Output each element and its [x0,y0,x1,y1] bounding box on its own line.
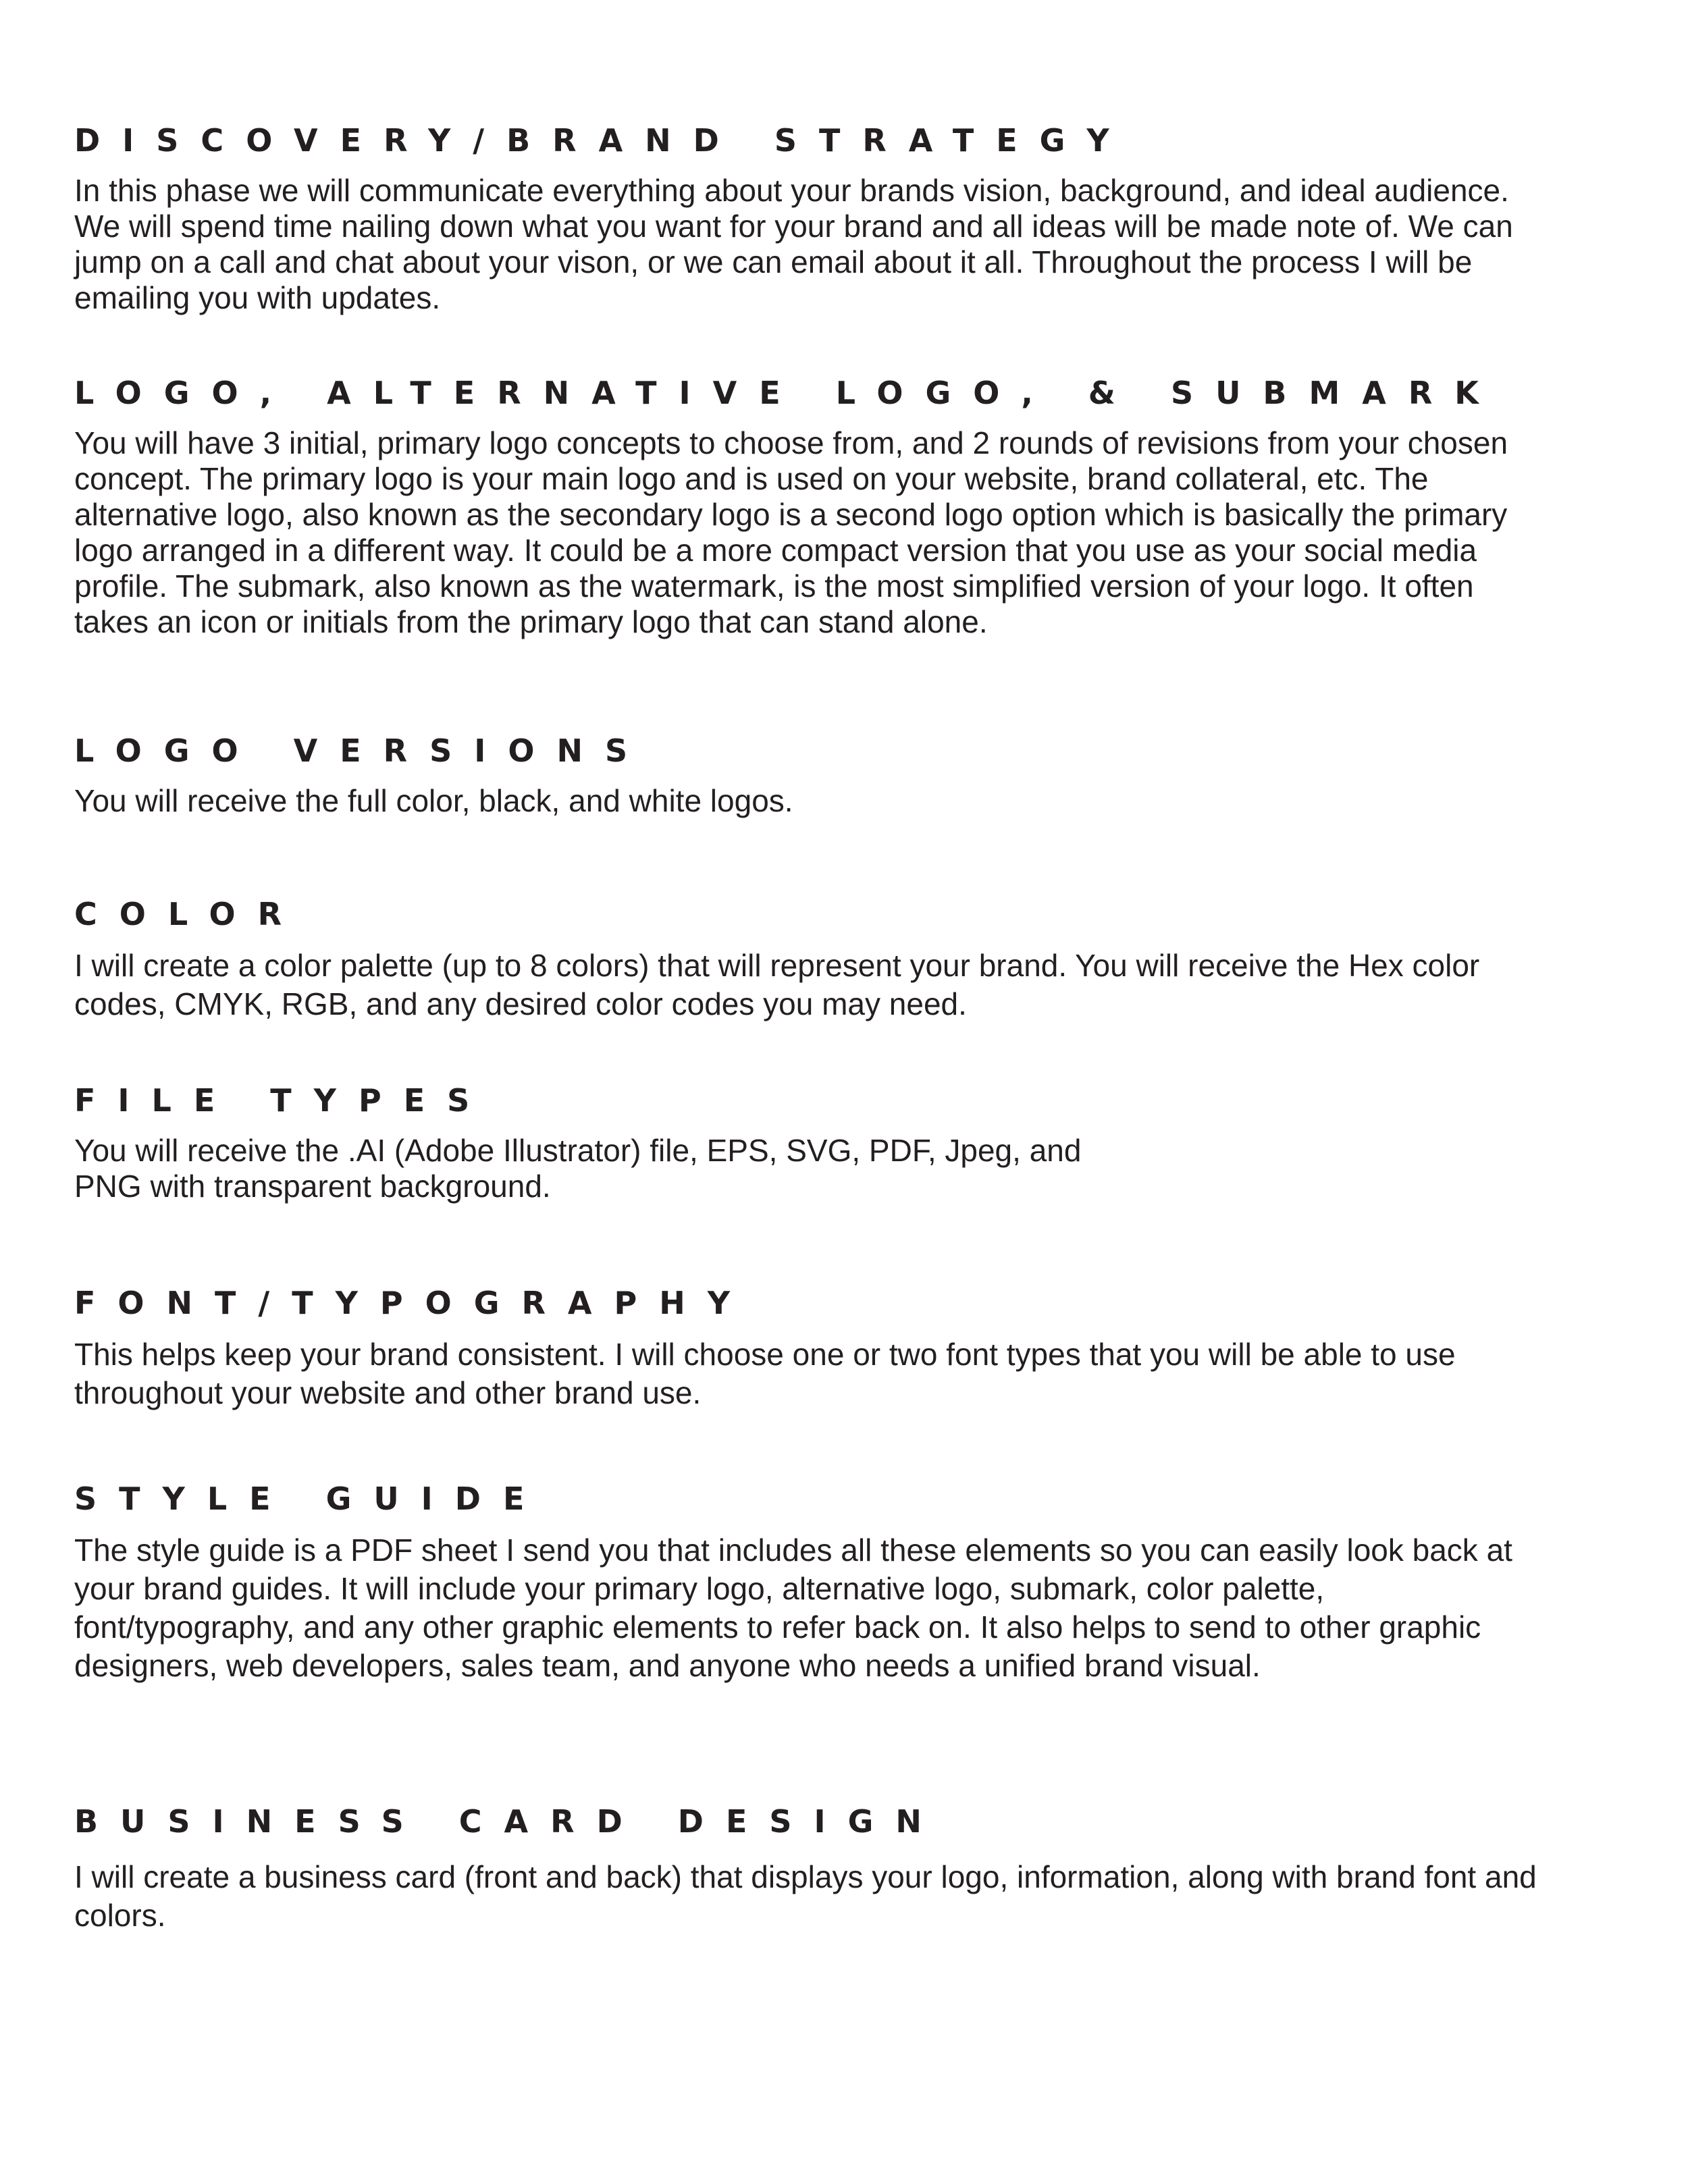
section-heading: LOGO, ALTERNATIVE LOGO, & SUBMARK [74,375,1501,411]
section-discovery [74,123,1546,316]
section-logo-versions [74,733,1546,819]
section-heading: FILE TYPES [74,1082,492,1119]
section-body: You will receive the full color, black, and white logos. [74,783,793,818]
section-heading: FONT/TYPOGRAPHY [74,1285,753,1321]
section-body: I will create a business card (front and back) that displays your logo, information, along with brand font and colors. [74,1859,1537,1933]
body-line: PNG with transparent background. [74,1169,551,1204]
section-body [74,1133,1546,1204]
section-style-guide [74,1481,1546,1685]
section-body: In this phase we will communicate everything about your brands vision, background, and ideal audience. We will spend time nailing down what you want for your brand and all ideas will be made note of. We can jump on a call and chat about your vison, or we can email about it all. Throughout the process I will be emailing you with updates. [74,173,1513,315]
section-color [74,897,1546,1023]
section-body: This helps keep your brand consistent. I will choose one or two font types that you will be able to use throughout your website and other brand use. [74,1337,1456,1410]
section-heading: LOGO VERSIONS [74,733,650,769]
section-heading: DISCOVERY/BRAND STRATEGY [74,122,1132,159]
section-file-types [74,1083,1546,1204]
section-heading: COLOR [74,896,305,932]
body-line: You will receive the .AI (Adobe Illustrator) file, EPS, SVG, PDF, Jpeg, and [74,1133,1082,1168]
section-heading: STYLE GUIDE [74,1481,547,1517]
section-business-card [74,1804,1546,1935]
section-font-typography [74,1285,1546,1412]
section-body: The style guide is a PDF sheet I send you that includes all these elements so you can easily look back at your brand guides. It will include your primary logo, alternative logo, submark, color palette, font/typography, and any other graphic elements to refer back on. It also helps to send to other graphic designers, web developers, sales team, and anyone who needs a unified brand visual. [74,1533,1512,1683]
section-heading: BUSINESS CARD DESIGN [74,1803,944,1840]
section-body: I will create a color palette (up to 8 colors) that will represent your brand. You will receive the Hex color codes, CMYK, RGB, and any desired color codes you may need. [74,948,1480,1021]
section-body: You will have 3 initial, primary logo concepts to choose from, and 2 rounds of revisions from your chosen concept. The primary logo is your main logo and is used on your website, brand collateral, etc. The alternative logo, also known as the secondary logo is a second logo option which is basically the primary logo arranged in a different way. It could be a more compact version that you use as your social media profile. The submark, also known as the watermark, is the most simplified version of your logo. It often takes an icon or initials from the primary logo that can stand alone. [74,425,1508,639]
section-logo-submark [74,375,1546,640]
